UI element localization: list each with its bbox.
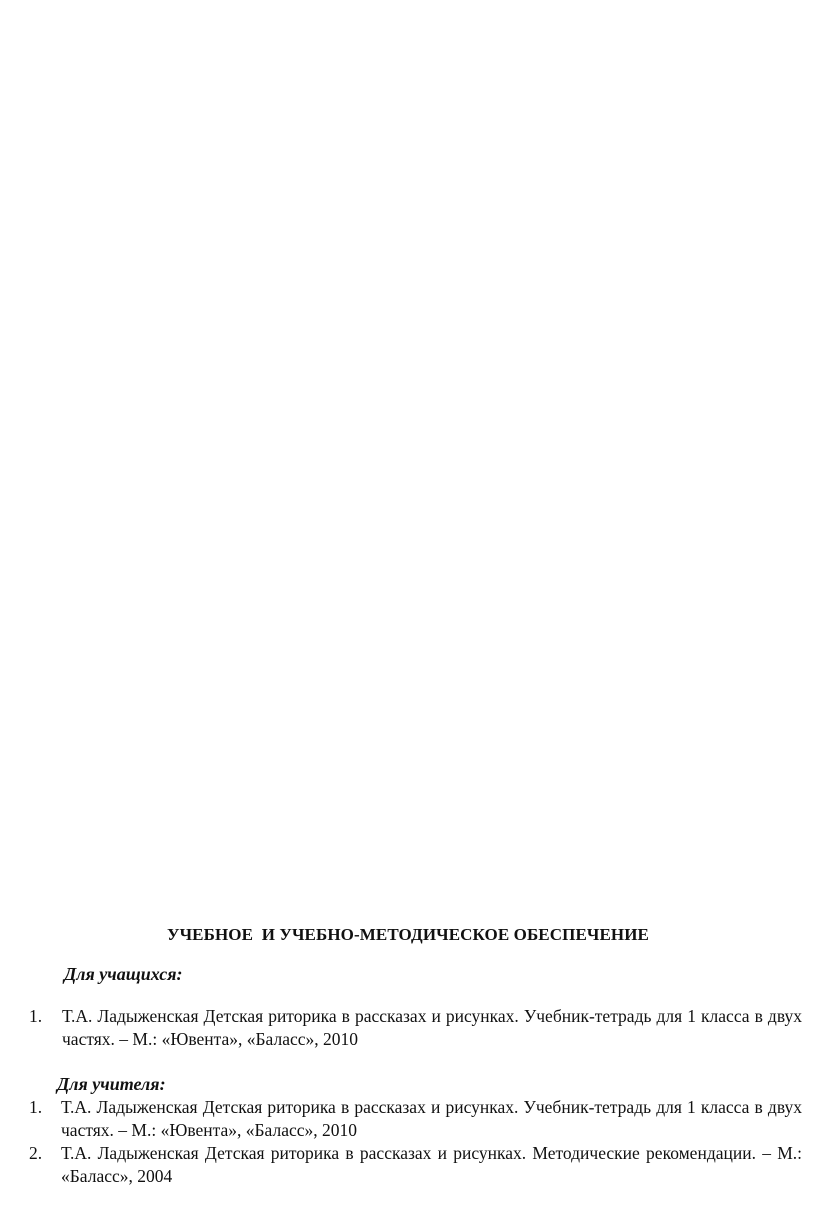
list-item-number: 2. — [29, 1143, 43, 1163]
list-item — [0, 1005, 816, 1051]
list-item-number: 1. — [29, 1006, 43, 1026]
list-item — [0, 1096, 816, 1142]
list-item-text: Т.А. Ладыженская Детская риторика в рассказах и рисунках. Учебник-тетрадь для 1 класса в двух частях. – М.: «Ювента», «Баласс», 2010 — [62, 1006, 802, 1049]
teachers-reference-list — [0, 1096, 816, 1188]
students-heading: Для учащихся: — [64, 964, 183, 984]
teachers-heading: Для учителя: — [57, 1074, 166, 1094]
list-item — [0, 1142, 816, 1188]
students-reference-list — [0, 1005, 816, 1051]
list-item-text: Т.А. Ладыженская Детская риторика в рассказах и рисунках. Учебник-тетрадь для 1 класса в двух частях. – М.: «Ювента», «Баласс», 2010 — [61, 1097, 802, 1140]
list-item-text: Т.А. Ладыженская Детская риторика в рассказах и рисунках. Методические рекомендации. – М.: «Баласс», 2004 — [61, 1143, 802, 1186]
list-item-number: 1. — [29, 1097, 43, 1117]
section-title: УЧЕБНОЕ И УЧЕБНО-МЕТОДИЧЕСКОЕ ОБЕСПЕЧЕНИЕ — [167, 925, 649, 944]
